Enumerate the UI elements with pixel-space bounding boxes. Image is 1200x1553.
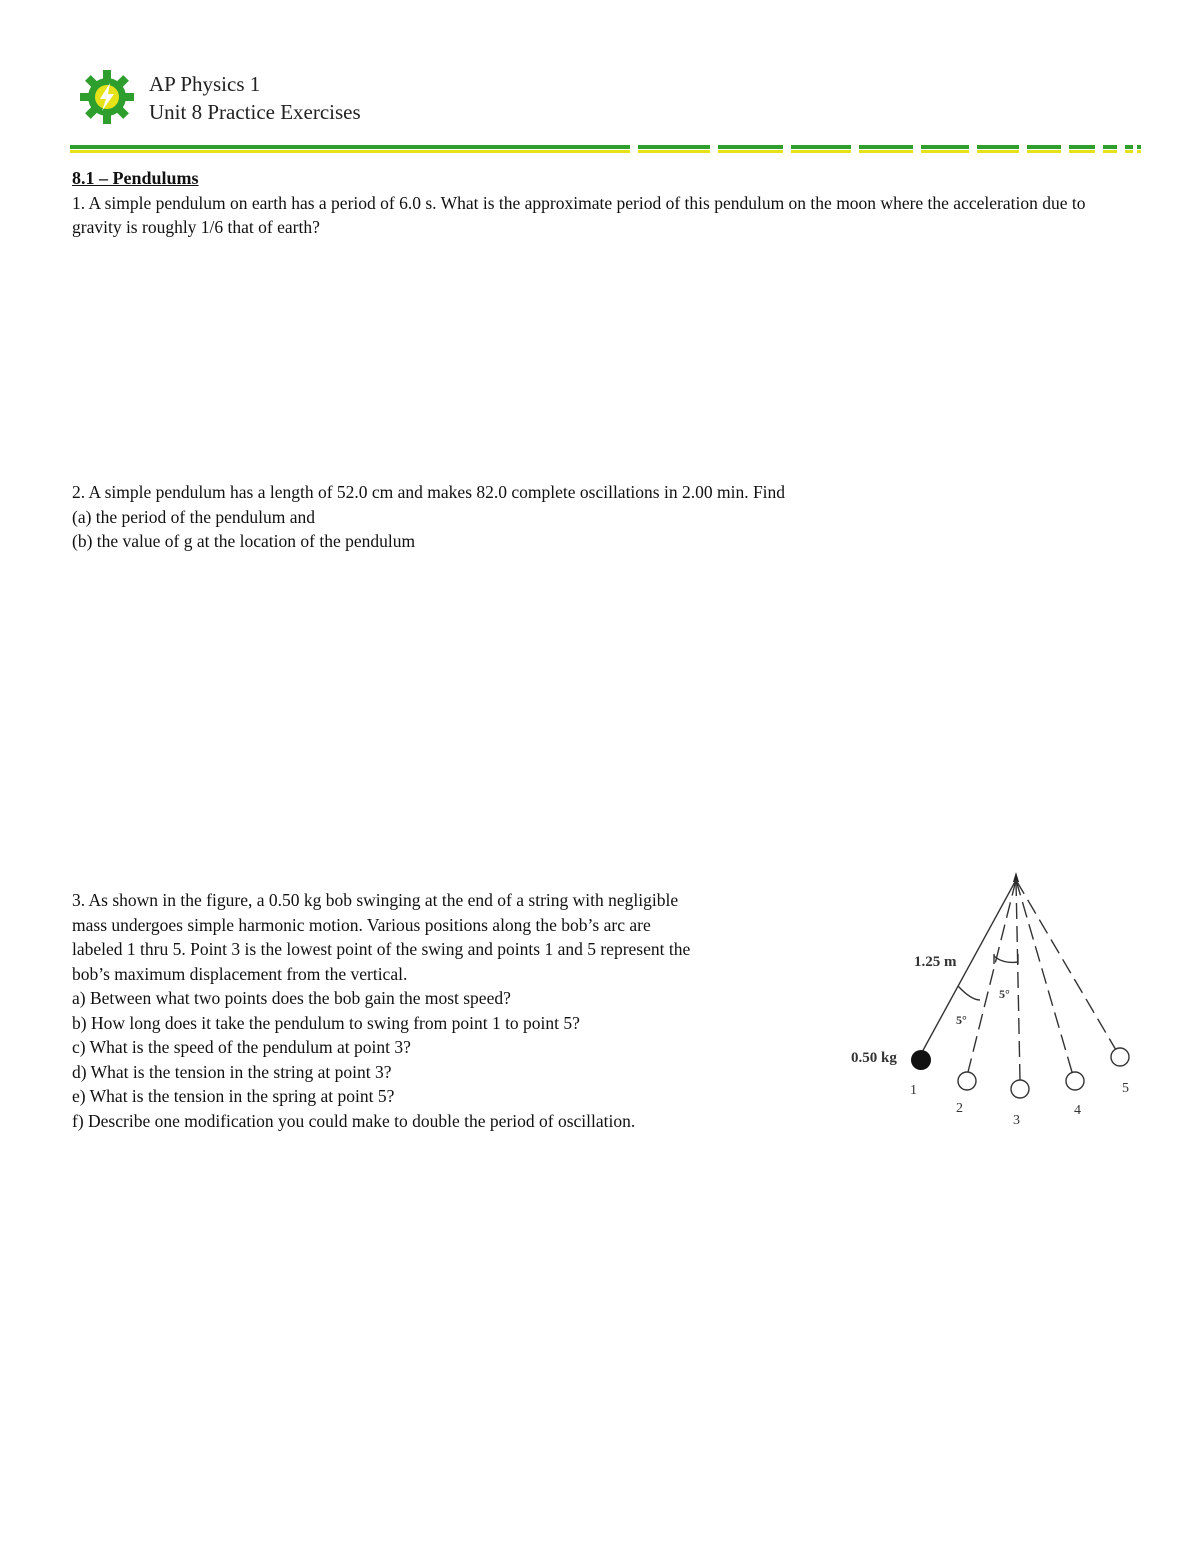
bob-position-1: [911, 1050, 931, 1070]
string-position-3: [1016, 880, 1020, 1080]
point-label-2: 2: [956, 1101, 963, 1116]
section-heading: 8.1 – Pendulums: [72, 168, 199, 188]
string-position-5: [1016, 880, 1116, 1050]
angle-label-2: 5°: [999, 987, 1010, 1001]
point-label-3: 3: [1013, 1113, 1020, 1128]
question-3-part-a: a) Between what two points does the bob gain the most speed?: [72, 988, 511, 1008]
question-3-stem-line: 3. As shown in the figure, a 0.50 kg bob swinging at the end of a string with negligible: [72, 890, 679, 910]
bob-position-4: [1066, 1072, 1084, 1090]
question-2-part-a: (a) the period of the pendulum and: [72, 506, 315, 527]
point-label-1: 1: [910, 1083, 917, 1098]
question-2: [72, 480, 1112, 554]
question-1-text: 1. A simple pendulum on earth has a period of 6.0 s. What is the approximate period of this pendulum on the moon where the acceleration due to gravity is roughly 1/6 that of earth?: [72, 192, 1086, 237]
gear-bolt-icon: [80, 70, 134, 124]
string-position-2: [968, 880, 1016, 1072]
point-label-5: 5: [1122, 1081, 1129, 1096]
question-1: [72, 166, 1112, 240]
mass-label: 0.50 kg: [851, 1050, 897, 1066]
question-3-stem-line: mass undergoes simple harmonic motion. Various positions along the bob’s arc are: [72, 914, 651, 935]
angle-label-1: 5°: [956, 1013, 967, 1027]
question-3-stem-line: bob’s maximum displacement from the vertical.: [72, 963, 408, 984]
question-3-part-f: f) Describe one modification you could make to double the period of oscillation.: [72, 1110, 636, 1131]
document-title-block: [149, 70, 361, 126]
bob-position-5: [1111, 1048, 1129, 1066]
question-3-part-b: b) How long does it take the pendulum to swing from point 1 to point 5?: [72, 1012, 580, 1033]
unit-title: Unit 8 Practice Exercises: [149, 100, 361, 124]
header-divider: [70, 143, 1142, 155]
bob-position-3: [1011, 1080, 1029, 1098]
angle-arc-1: [958, 986, 980, 1000]
angle-arc-2: [994, 956, 1018, 962]
question-3-part-c: c) What is the speed of the pendulum at point 3?: [72, 1037, 411, 1057]
question-3-part-e: e) What is the tension in the spring at point 5?: [72, 1086, 395, 1106]
bob-position-2: [958, 1072, 976, 1090]
course-title: AP Physics 1: [149, 72, 261, 96]
string-position-4: [1016, 880, 1072, 1072]
length-label: 1.25 m: [914, 954, 957, 970]
question-3-part-d: d) What is the tension in the string at point 3?: [72, 1061, 392, 1082]
point-label-4: 4: [1074, 1103, 1081, 1118]
question-3: [72, 888, 852, 1133]
pendulum-figure: [848, 868, 1148, 1138]
question-2-part-b: (b) the value of g at the location of the pendulum: [72, 531, 416, 551]
question-2-stem: 2. A simple pendulum has a length of 52.0 cm and makes 82.0 complete oscillations in 2.00 min. Find: [72, 482, 786, 502]
question-3-stem-line: labeled 1 thru 5. Point 3 is the lowest point of the swing and points 1 and 5 represent the: [72, 939, 691, 959]
